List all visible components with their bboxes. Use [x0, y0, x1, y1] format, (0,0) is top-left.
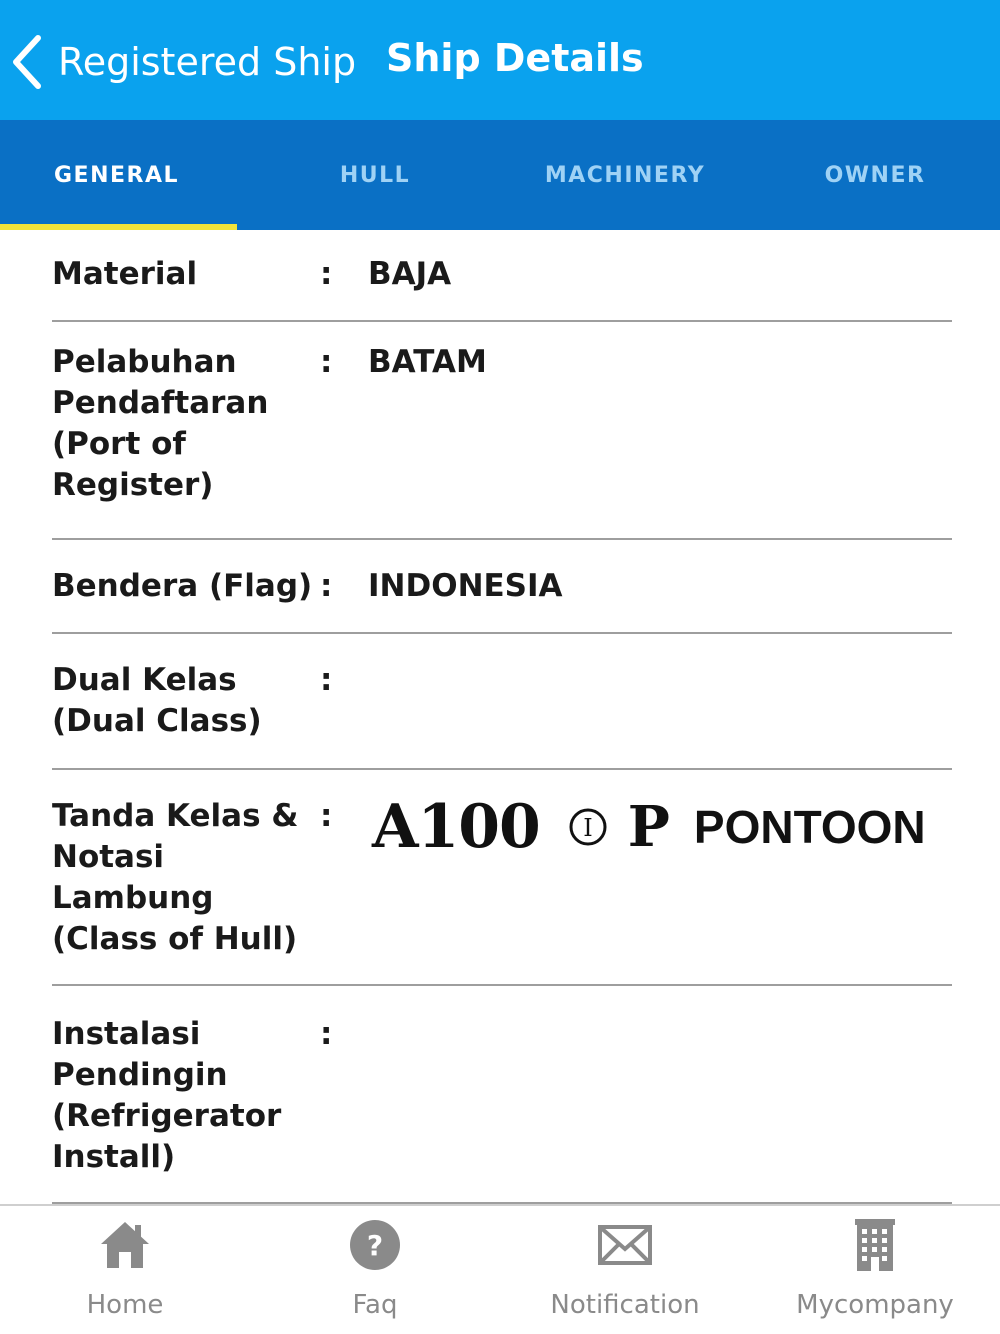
detail-separator: : [320, 344, 333, 380]
question-icon [345, 1218, 405, 1272]
detail-label: Instalasi Pendingin (Refrigerator Install) [52, 1016, 282, 1175]
detail-separator: : [320, 256, 333, 292]
chevron-left-icon [10, 34, 44, 90]
tabbar-faq-label: Faq [352, 1290, 398, 1320]
tabbar-notification[interactable] [500, 1206, 750, 1334]
tab-hull-label: HULL [339, 162, 411, 188]
tab-machinery[interactable] [500, 120, 750, 230]
detail-label: Tanda Kelas & Notasi Lambung (Class of Hull) [52, 798, 299, 957]
tabbar-home[interactable] [0, 1206, 250, 1334]
tab-owner[interactable] [750, 120, 1000, 230]
detail-separator: : [320, 568, 333, 604]
home-icon [95, 1218, 155, 1272]
class-notation [372, 792, 926, 862]
detail-row-class-of-hull [52, 770, 952, 986]
tabbar-notification-label: Notification [550, 1290, 700, 1320]
detail-label: Pelabuhan Pendaftaran (Port of Register) [52, 344, 269, 503]
detail-separator: : [320, 1016, 333, 1052]
tab-hull[interactable] [250, 120, 500, 230]
svg-text:?: ? [366, 1229, 384, 1262]
tabbar-mycompany[interactable] [750, 1206, 1000, 1334]
class-notation-symbol: I [583, 814, 593, 842]
detail-label: Material [52, 256, 198, 292]
tab-general-label: GENERAL [54, 162, 180, 188]
segment-tabs [0, 120, 1000, 230]
tab-general[interactable] [0, 120, 250, 230]
detail-separator: : [320, 798, 333, 834]
detail-label: Bendera (Flag) [52, 568, 313, 604]
detail-row-material [52, 230, 952, 322]
page-title: Ship Details [386, 36, 644, 80]
tab-owner-label: OWNER [824, 162, 926, 188]
detail-value: BATAM [368, 344, 487, 380]
detail-row-port-of-register [52, 322, 952, 540]
class-notation-type: PONTOON [693, 801, 926, 853]
tabbar-home-label: Home [86, 1290, 164, 1320]
envelope-icon [595, 1218, 655, 1272]
navigation-bar [0, 0, 1000, 120]
detail-value: INDONESIA [368, 568, 563, 604]
detail-label: Dual Kelas (Dual Class) [52, 662, 262, 739]
class-notation-main: A100 [372, 792, 540, 862]
building-icon [845, 1218, 905, 1272]
tabbar-faq[interactable] [250, 1206, 500, 1334]
detail-row-flag [52, 540, 952, 634]
back-button-label: Registered Ship [58, 40, 357, 84]
tab-machinery-label: MACHINERY [544, 162, 706, 188]
class-notation-p: P [627, 794, 670, 860]
detail-separator: : [320, 662, 333, 698]
details-list[interactable] [0, 230, 1000, 1204]
detail-row-dual-class [52, 634, 952, 770]
back-button[interactable] [10, 30, 356, 94]
detail-value: BAJA [368, 256, 452, 292]
circled-i-icon [568, 807, 608, 847]
detail-row-refrigerator-install [52, 986, 952, 1204]
tabbar-mycompany-label: Mycompany [796, 1290, 954, 1320]
bottom-tab-bar [0, 1204, 1000, 1334]
